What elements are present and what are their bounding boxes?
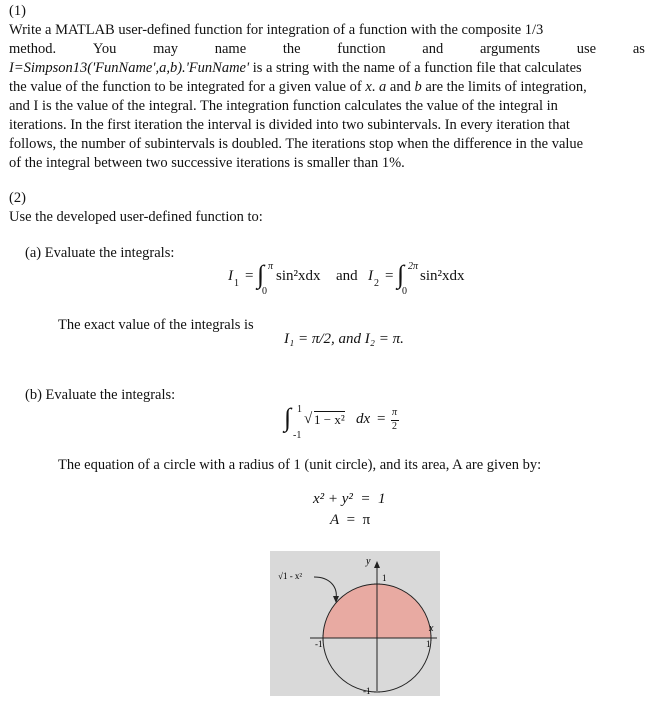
y-axis-label: y: [366, 556, 371, 567]
text: the value of the function to be integrated for a given value of: [9, 79, 366, 95]
I1-sub: 1: [234, 278, 239, 289]
circle-equation: x² + y² = 1: [313, 491, 386, 507]
rhs-numerator: π: [392, 407, 398, 418]
word: function: [337, 41, 386, 57]
sqrt-label: √1 - x²: [278, 571, 303, 581]
var-a: a: [379, 79, 387, 95]
part1-number: (1): [9, 3, 26, 19]
lower-limit-2: 0: [402, 286, 407, 297]
var-A: A: [330, 512, 340, 528]
exact-value-text: The exact value of the integrals is: [58, 317, 254, 333]
text: and: [386, 79, 415, 95]
line3-rest: is a string with the name of a function file that calculates: [249, 60, 582, 76]
area-equation: [330, 512, 370, 529]
part2a-label: (a) Evaluate the integrals:: [25, 245, 175, 261]
text: are the limits of integration,: [421, 79, 587, 95]
upper-limit-b: 1: [297, 404, 302, 415]
word: as: [632, 41, 645, 57]
equals: =: [385, 268, 394, 284]
integrals-a: [228, 262, 488, 302]
I2: I: [368, 268, 373, 284]
part2-intro: Use the developed user-defined function to:: [9, 209, 263, 225]
part1-line6: iterations. In the first iteration the interval is divided into two subintervals. In every iteration that: [9, 117, 570, 133]
lower-limit-1: 0: [262, 286, 267, 297]
integrand-2: sin²xdx: [420, 268, 465, 284]
tick-label-y-neg: -1: [363, 686, 371, 696]
part2-number: (2): [9, 190, 26, 206]
word: method.: [9, 41, 57, 57]
function-call: I=Simpson13('FunName',a,b).: [9, 60, 186, 76]
part1-line5: and I is the value of the integral. The integration function calculates the value of the integral in: [9, 98, 558, 114]
part1-line7: follows, the number of subintervals is doubled. The iterations stop when the difference in the value: [9, 136, 584, 152]
integrand-1: sin²xdx: [276, 268, 321, 284]
tick-label-x-pos: 1: [426, 639, 431, 649]
lower-limit-b: -1: [293, 430, 302, 441]
word: the: [282, 41, 301, 57]
word: may: [153, 41, 179, 57]
equals: =: [245, 268, 254, 284]
part1-line3: [9, 59, 649, 78]
I2-sub: 2: [374, 278, 379, 289]
tick-label-y-pos: 1: [382, 573, 387, 583]
circle-text: The equation of a circle with a radius of 1 (unit circle), and its area, A are given by:: [58, 457, 542, 473]
part1-line8: of the integral between two successive iterations is smaller than 1%.: [9, 155, 405, 171]
funname-ref: 'FunName': [185, 60, 250, 76]
integral-sign-2: ∫: [397, 260, 405, 289]
text: .: [371, 79, 380, 95]
part1-line1: Write a MATLAB user-defined function for integration of a function with the composite 1/3: [9, 22, 544, 38]
var-b: b: [414, 79, 422, 95]
integral-sign-b: ∫: [284, 403, 292, 432]
integral-sign-1: ∫: [257, 260, 265, 289]
word: use: [576, 41, 597, 57]
upper-limit-2: 2π: [408, 261, 419, 272]
radicand: 1 − x²: [314, 412, 345, 427]
exact-value-eq: I₁ = π/2, and I₂ = π.: [284, 331, 404, 347]
word: and: [422, 41, 444, 57]
I1: I: [228, 268, 233, 284]
equals: =: [377, 411, 386, 427]
part2b-label: (b) Evaluate the integrals:: [25, 387, 176, 403]
dx: dx: [356, 411, 371, 427]
sqrt-sign: √: [304, 411, 313, 427]
area-rhs: = π: [346, 512, 371, 528]
x-axis-label: x: [429, 623, 434, 634]
part1-line4: [9, 78, 649, 97]
word: name: [214, 41, 247, 57]
var-x: x: [365, 79, 372, 95]
unit-circle-figure: [270, 551, 440, 696]
tick-label-x-neg: -1: [315, 639, 323, 649]
rhs-denominator: 2: [392, 421, 397, 432]
part1-line2: [9, 40, 645, 59]
integral-b: [284, 405, 404, 445]
upper-limit-1: π: [268, 261, 274, 272]
and-word: and: [336, 268, 358, 284]
word: You: [92, 41, 117, 57]
word: arguments: [479, 41, 541, 57]
